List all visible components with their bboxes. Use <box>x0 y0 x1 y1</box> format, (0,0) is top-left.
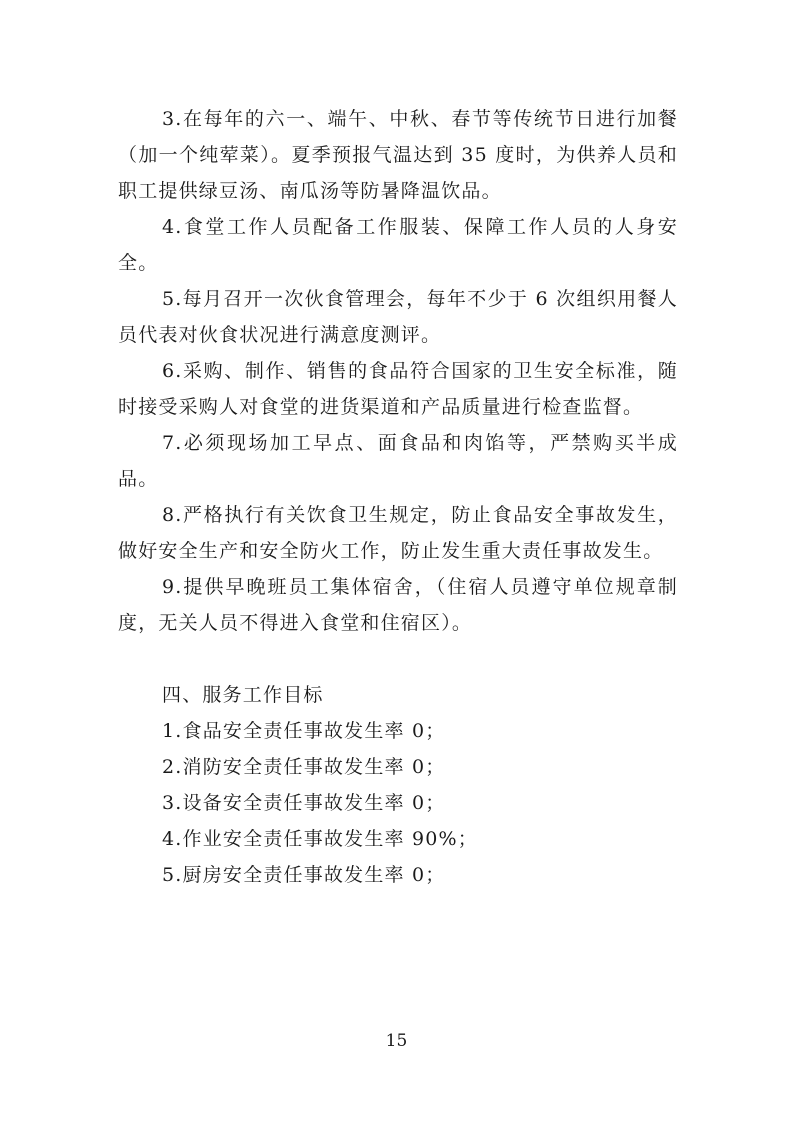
paragraph-item-3: 3.在每年的六一、端午、中秋、春节等传统节日进行加餐（加一个纯荤菜）。夏季预报气温达到 35 度时，为供养人员和职工提供绿豆汤、南瓜汤等防暑降温饮品。 <box>118 108 678 202</box>
target-item-3: 3.设备安全责任事故发生率 0； <box>162 792 446 814</box>
paragraph-item-4: 4.食堂工作人员配备工作服装、保障工作人员的人身安全。 <box>118 216 678 274</box>
paragraph-item-7: 7.必须现场加工早点、面食品和肉馅等，严禁购买半成品。 <box>118 432 678 490</box>
target-item-2: 2.消防安全责任事故发生率 0； <box>162 756 446 778</box>
section-spacer <box>118 641 678 677</box>
target-item-5: 5.厨房安全责任事故发生率 0； <box>162 864 446 886</box>
target-item-1: 1.食品安全责任事故发生率 0； <box>162 720 446 742</box>
body-text <box>118 101 678 893</box>
paragraph-item-5: 5.每月召开一次伙食管理会，每年不少于 6 次组织用餐人员代表对伙食状况进行满意度测评。 <box>118 288 678 346</box>
paragraph-item-6: 6.采购、制作、销售的食品符合国家的卫生安全标准，随时接受采购人对食堂的进货渠道和产品质量进行检查监督。 <box>118 360 678 418</box>
section-heading: 四、服务工作目标 <box>162 684 324 706</box>
paragraph-item-8: 8.严格执行有关饮食卫生规定，防止食品安全事故发生，做好安全生产和安全防火工作，防止发生重大责任事故发生。 <box>118 504 678 562</box>
page-number: 15 <box>385 1031 408 1051</box>
target-item-4: 4.作业安全责任事故发生率 90%； <box>162 828 478 850</box>
paragraph-item-9: 9.提供早晚班员工集体宿舍，（住宿人员遵守单位规章制度，无关人员不得进入食堂和住宿区）。 <box>118 576 678 634</box>
